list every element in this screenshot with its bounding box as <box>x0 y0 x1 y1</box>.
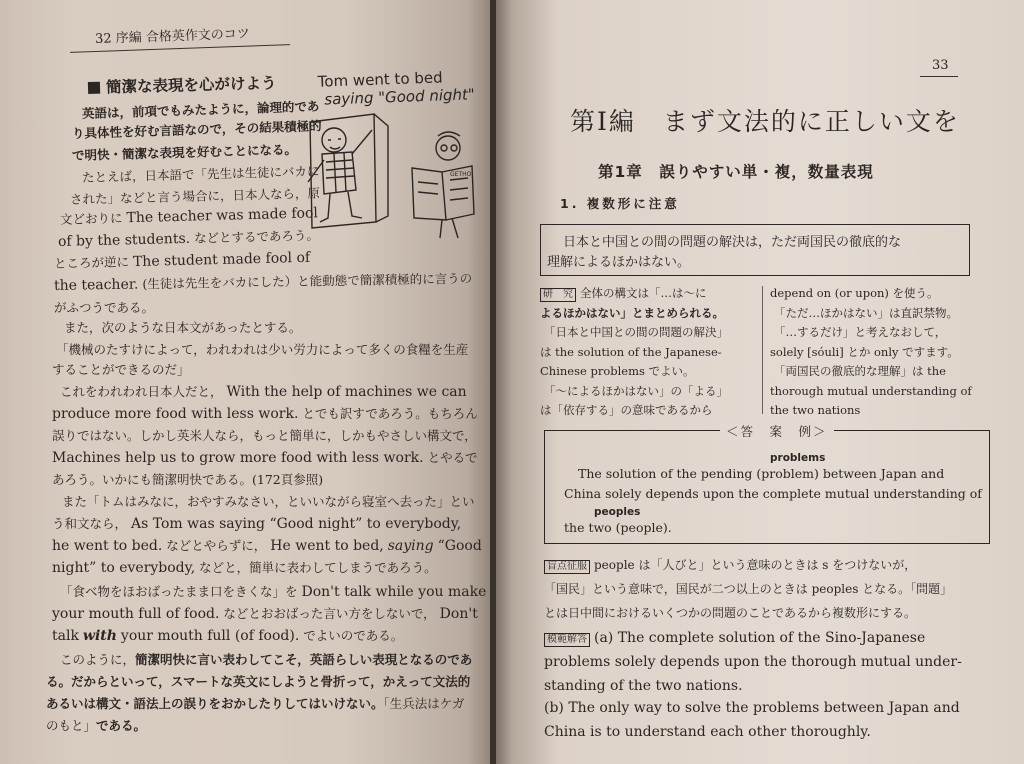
caption-line-2: saying "Good night" <box>324 85 476 109</box>
study-line: は the solution of the Japanese- <box>540 344 722 359</box>
study-line: は「依存する」の意味であるから <box>540 403 713 417</box>
text-line: これをわれわれ日本人だと， With the help of machines we can <box>60 384 467 400</box>
point-line: 「国民」という意味で，国民が二つ以上のときは peoples となる。「問題」 <box>544 582 953 596</box>
text-line: る。だからといって，スマートな英文にしようと骨折って，かえって文法的 <box>46 674 471 689</box>
text-line: of by the students. などとするであろう。 <box>57 227 320 250</box>
text-line: talk with your mouth full (of food). でよいのである。 <box>52 628 404 644</box>
text-line: night” to everybody, などと，簡単に表わしてしまうであろう。 <box>52 560 437 576</box>
text-line: で明快・簡潔な表現を好むことになる。 <box>71 141 298 163</box>
study-line: 「〜によるほかはない」の「よる」 <box>544 383 728 398</box>
point-line: とは日中間におけるいくつかの問題のことであるから複数形にする。 <box>544 606 917 620</box>
study-line: 「…するだけ」と考えなおして， <box>774 325 947 339</box>
section-title <box>88 71 277 98</box>
text-line: のもと」である。 <box>46 718 147 733</box>
text-line: また，次のような日本文があったとする。 <box>64 320 302 335</box>
model-line: problems solely depends upon the thorough mutual under- <box>544 654 962 670</box>
study-label: 研 究 <box>540 288 576 302</box>
text-line: your mouth full of food. などとおおばった言い方をしないで， Don't <box>52 606 478 622</box>
point-line: 盲点征服 people は「人びと」という意味のときは s をつけないが， <box>544 556 916 574</box>
page-number-rule <box>920 76 958 77</box>
text-line: the teacher. (生徒は先生をバカにした）と能動態で簡潔積極的に言うの <box>53 270 473 294</box>
column-divider <box>762 286 763 414</box>
chapter-title: 第1章 誤りやすい単・複，数量表現 <box>598 163 874 181</box>
text-line: 「食べ物をほおばったまま口をきくな」を Don't talk while you make <box>60 584 487 600</box>
text-line: あろう。いかにも簡潔明快である。(172頁参照) <box>52 472 324 487</box>
study-line: thorough mutual understanding of <box>770 383 972 398</box>
model-line: (b) The only way to solve the problems between Japan and <box>544 700 960 716</box>
text-line: Machines help us to grow more food with less work. とやるで <box>52 450 478 466</box>
study-line: depend on (or upon) を使う。 <box>770 286 939 300</box>
study-line: 「日本と中国との間の問題の解決」 <box>544 325 728 339</box>
point-label: 盲点征服 <box>544 560 590 574</box>
study-line: よるほかはない」とまとめられる。 <box>540 305 724 320</box>
model-line: China is to understand each other thoroughly. <box>544 724 871 740</box>
text-line: 英語は，前項でもみたように，論理的であ <box>81 98 320 121</box>
model-line: 模範解答 (a) The complete solution of the Sino-Japanese <box>544 630 925 647</box>
text-line: また「トムはみなに，おやすみなさい，といいながら寝室へ去った」とい <box>62 494 475 509</box>
part-title: 第Ⅰ編 まず文法的に正しい文を <box>570 107 960 136</box>
page-number: 33 <box>932 58 949 73</box>
study-line: 研 究 全体の構文は「…は〜に <box>540 284 728 304</box>
running-head: 32 序編 合格英作文のコツ <box>94 26 251 47</box>
text-line: することができるのだ」 <box>52 362 190 377</box>
text-line: ところが逆に The student made fool of <box>53 249 311 271</box>
text-line: あるいは構文・語法上の誤りをおかしたりしてはいけない。「生兵法はケガ <box>46 696 465 711</box>
answer-line-2: China solely depends upon the complete mutual understanding of <box>564 486 982 501</box>
text-line: このように，簡潔明快に言い表わしてこそ，英語らしい表現となるのであ <box>60 652 473 667</box>
text-line: 「機械のたすけによって，われわれは少い労力によって多くの食糧を生産 <box>56 342 469 357</box>
study-line: the two nations <box>770 403 861 417</box>
left-page <box>0 0 492 764</box>
text-line: 誤りではない。しかし英米人なら，もっと簡単に，しかもやさしい構文で， <box>52 428 477 443</box>
study-line: solely [sóuli] とか only ですます。 <box>770 344 959 359</box>
text-line: he went to bed. などとやらずに， He went to bed, saying “Good <box>52 538 482 554</box>
newspaper-text: GETHO <box>450 171 472 178</box>
text-line: り具体性を好む言語なので，その結果積極的 <box>71 118 322 141</box>
section-title-text: 簡潔な表現を心がけよう <box>105 74 277 97</box>
model-label: 模範解答 <box>544 633 590 647</box>
study-line: Chinese problems でよい。 <box>540 364 695 378</box>
answer-line-1: The solution of the pending (problem) between Japan and <box>578 466 945 481</box>
subsection-title: 1. 複数形に注意 <box>560 196 680 211</box>
caption-line-1: Tom went to bed <box>317 68 443 91</box>
study-line: 「両国民の徹底的な理解」は the <box>774 364 946 378</box>
text-line: 文どおりに The teacher was made fool <box>59 205 319 227</box>
question-box <box>540 224 970 276</box>
text-line: された」などと言う場合に，日本人なら，原 <box>69 185 321 207</box>
text-line: う和文なら， As Tom was saying “Good night” to everybody, <box>52 516 462 532</box>
answer-annotation-peoples: peoples <box>594 506 641 518</box>
text-line: たとえば，日本語で「先生は生徒にバカに <box>81 163 320 185</box>
question-line-1: 日本と中国との間の問題の解決は，ただ両国民の徹底的な <box>563 235 902 250</box>
answer-box-title: ＜答 案 例＞ <box>720 422 834 440</box>
study-line: 「ただ…ほかはない」は直訳禁物。 <box>774 305 958 320</box>
question-line-2: 理解によるほかはない。 <box>547 255 691 270</box>
study-right-column <box>770 284 972 421</box>
text-line: produce more food with less work. とでも訳すであろう。もちろん <box>52 406 478 422</box>
model-line: standing of the two nations. <box>544 678 743 694</box>
study-left-column <box>540 284 728 421</box>
answer-line-3: the two (people). <box>564 520 672 535</box>
answer-annotation-problems: problems <box>770 452 826 464</box>
text-line: がふつうである。 <box>54 300 155 315</box>
square-bullet-icon <box>88 82 100 94</box>
